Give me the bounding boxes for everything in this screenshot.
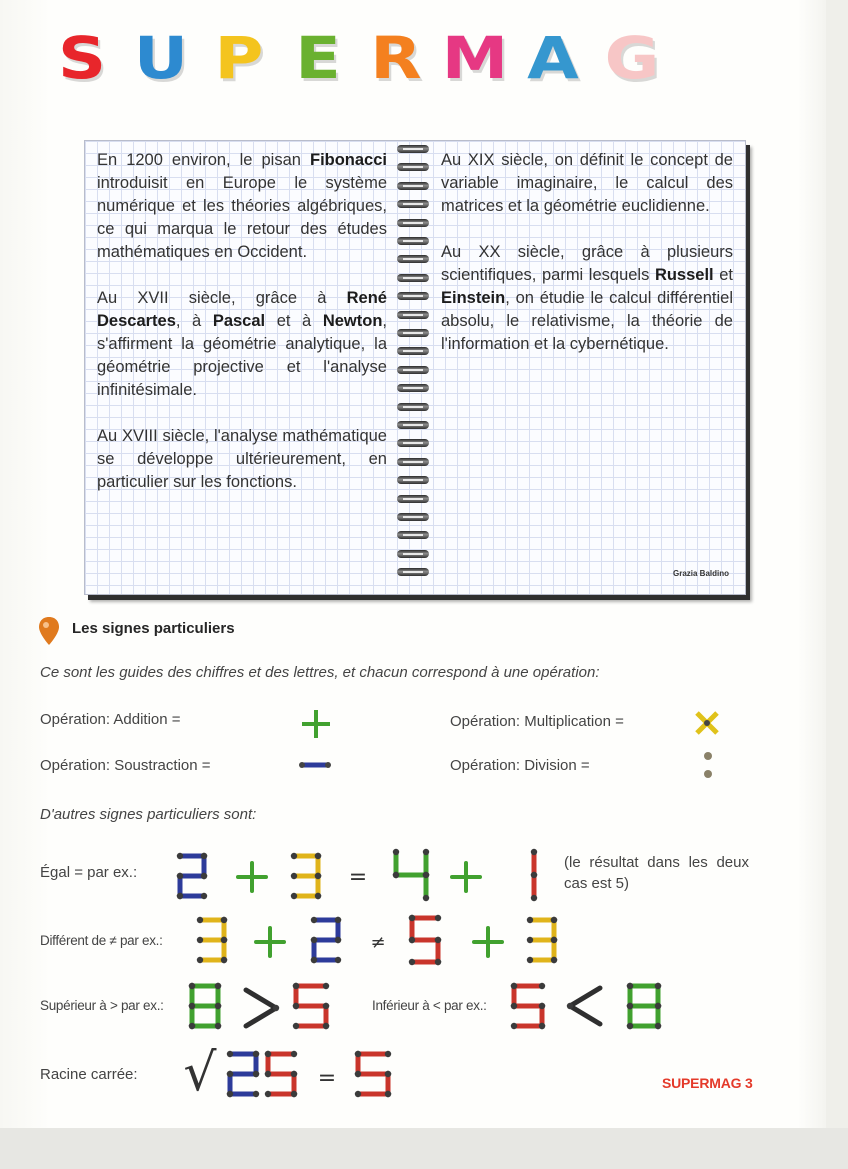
matchstick-head xyxy=(323,1023,329,1029)
matchstick-head xyxy=(551,957,557,963)
matchstick-head xyxy=(551,917,557,923)
matchstick-head xyxy=(655,1003,661,1009)
matchstick-head xyxy=(311,957,317,963)
matchstick-head xyxy=(423,849,429,855)
matchstick-head xyxy=(189,983,195,989)
matchstick-head xyxy=(265,1071,271,1077)
matchstick-head xyxy=(655,983,661,989)
footer-brand: SUPERMAG xyxy=(662,1075,742,1091)
matchstick-head xyxy=(227,1071,233,1077)
math-symbol: ≠ xyxy=(370,932,386,953)
matchstick-head xyxy=(221,917,227,923)
matchstick-head xyxy=(627,1003,633,1009)
matchstick-head xyxy=(201,853,207,859)
matchstick-head xyxy=(393,849,399,855)
matchstick-head xyxy=(215,1023,221,1029)
equal-label: Égal = par ex.: xyxy=(40,864,138,881)
matchstick-head xyxy=(177,873,183,879)
matchstick-head xyxy=(201,873,207,879)
matchstick-head xyxy=(311,917,317,923)
matchstick-head xyxy=(539,1003,545,1009)
matchstick-head xyxy=(355,1091,361,1097)
addition-label: Opération: Addition = xyxy=(40,711,181,728)
math-symbol: √ xyxy=(183,1043,217,1103)
page-footer xyxy=(662,1075,753,1091)
matchstick-head xyxy=(215,1003,221,1009)
math-symbol: = xyxy=(348,865,368,890)
superior-label: Supérieur à > par ex.: xyxy=(40,998,164,1013)
matchstick-head xyxy=(511,1023,517,1029)
matchstick-head xyxy=(273,1005,279,1011)
matchstick-head xyxy=(527,957,533,963)
math-symbol: = xyxy=(317,1066,337,1091)
matchstick-head xyxy=(531,895,537,901)
matchstick-head xyxy=(323,1003,329,1009)
matchstick-head xyxy=(227,1091,233,1097)
matchstick-head xyxy=(435,937,441,943)
title-letter: G xyxy=(604,24,660,92)
matchstick-head xyxy=(393,872,399,878)
matchstick-head xyxy=(527,937,533,943)
matchstick-head xyxy=(315,853,321,859)
matchstick-head xyxy=(253,1091,259,1097)
matchstick-head xyxy=(293,1023,299,1029)
matchstick-less xyxy=(570,988,600,1006)
matchstick-head xyxy=(177,893,183,899)
matchstick-head xyxy=(531,872,537,878)
article-paragraph: Au XVIII siècle, l'analyse mathématique se développe ultérieurement, en particulier sur les fonctions. xyxy=(97,427,387,491)
matchstick-head xyxy=(265,1091,271,1097)
article-paragraph: Au XIX siècle, on définit le concept de variable imaginaire, le calcul des matrices et la géométrie euclidienne. xyxy=(441,151,733,215)
matchstick-head xyxy=(539,983,545,989)
matchstick-head xyxy=(189,1003,195,1009)
matchstick-head xyxy=(221,957,227,963)
matchstick-less xyxy=(570,1006,600,1024)
author-credit: Grazia Baldino xyxy=(672,569,729,578)
subtraction-label: Opération: Soustraction = xyxy=(40,757,211,774)
matchstick-head xyxy=(385,1091,391,1097)
title-letter: M xyxy=(441,24,509,92)
matchstick-head xyxy=(323,983,329,989)
matchstick-head xyxy=(627,1023,633,1029)
matchstick-head xyxy=(293,983,299,989)
matchstick-head xyxy=(423,895,429,901)
matchstick-head xyxy=(221,937,227,943)
footer-page-number: 3 xyxy=(745,1075,753,1091)
matchstick-head xyxy=(335,957,341,963)
matchstick-greater xyxy=(246,990,276,1008)
article-paragraph: Au XVII siècle, grâce à René Descartes, à Pascal et à Newton, s'affirment la géométrie analytique, la géométrie projective et l'analyse infinitésimale. xyxy=(97,289,387,399)
other-signs-intro: D'autres signes particuliers sont: xyxy=(40,806,257,823)
article-paragraph: Au XX siècle, grâce à plusieurs scientifiques, parmi lesquels Russell et Einstein, on étudie le calcul différentiel absolu, le relativisme, la théorie de l'information et la cybernétique. xyxy=(441,243,733,353)
matchstick-head xyxy=(311,937,317,943)
matchstick-head xyxy=(551,937,557,943)
title-letter: A xyxy=(527,24,580,92)
matchstick-head xyxy=(567,1003,573,1009)
matchstick-head xyxy=(227,1051,233,1057)
division-label: Opération: Division = xyxy=(450,757,590,774)
matchstick-head xyxy=(435,915,441,921)
matchstick-head xyxy=(291,893,297,899)
matchstick-head xyxy=(189,1023,195,1029)
matchstick-head xyxy=(409,937,415,943)
matchstick-head xyxy=(315,893,321,899)
matchstick-head xyxy=(355,1051,361,1057)
matchstick-head xyxy=(197,937,203,943)
matchstick-head xyxy=(253,1051,259,1057)
matchstick-head xyxy=(265,1051,271,1057)
matchstick-head xyxy=(385,1071,391,1077)
matchstick-head xyxy=(511,1003,517,1009)
title-letter: E xyxy=(294,24,341,92)
matchstick-head xyxy=(409,915,415,921)
equal-note: (le résultat dans les deux cas est 5) xyxy=(564,854,749,892)
matchstick-head xyxy=(177,853,183,859)
matchstick-head xyxy=(423,872,429,878)
title-letter: U xyxy=(133,24,188,92)
matchstick-head xyxy=(655,1023,661,1029)
matchstick-head xyxy=(511,983,517,989)
root-label: Racine carrée: xyxy=(40,1066,138,1083)
matchstick-head xyxy=(197,917,203,923)
matchstick-head xyxy=(291,853,297,859)
matchstick-head xyxy=(527,917,533,923)
section-title: Les signes particuliers xyxy=(72,620,235,637)
matchstick-head xyxy=(409,959,415,965)
matchstick-head xyxy=(197,957,203,963)
matchstick-head xyxy=(531,849,537,855)
title-letter: S xyxy=(57,24,107,92)
title-letter: P xyxy=(214,24,264,92)
article-paragraph: En 1200 environ, le pisan Fibonacci introduisit en Europe le système numérique et les théories algébriques, ce qui marqua le retour des études mathématiques en Occident. xyxy=(97,151,387,261)
matchstick-head xyxy=(627,983,633,989)
matchstick-head xyxy=(335,917,341,923)
inferior-label: Inférieur à < par ex.: xyxy=(372,998,487,1013)
matchstick-head xyxy=(385,1051,391,1057)
matchstick-head xyxy=(355,1071,361,1077)
matchstick-head xyxy=(291,1071,297,1077)
matchstick-head xyxy=(291,1051,297,1057)
multiplication-label: Opération: Multiplication = xyxy=(450,713,624,730)
matchstick-head xyxy=(315,873,321,879)
matchstick-head xyxy=(293,1003,299,1009)
section-intro: Ce sont les guides des chiffres et des lettres, et chacun correspond à une opération: xyxy=(40,664,600,681)
matchstick-head xyxy=(291,1091,297,1097)
matchstick-head xyxy=(253,1071,259,1077)
matchstick-head xyxy=(291,873,297,879)
matchstick-greater xyxy=(246,1008,276,1026)
title-letter: R xyxy=(370,24,422,92)
matchstick-head xyxy=(201,893,207,899)
matchstick-head xyxy=(215,983,221,989)
matchstick-head xyxy=(539,1023,545,1029)
matchstick-head xyxy=(335,937,341,943)
matchstick-head xyxy=(435,959,441,965)
different-label: Différent de ≠ par ex.: xyxy=(40,933,163,948)
